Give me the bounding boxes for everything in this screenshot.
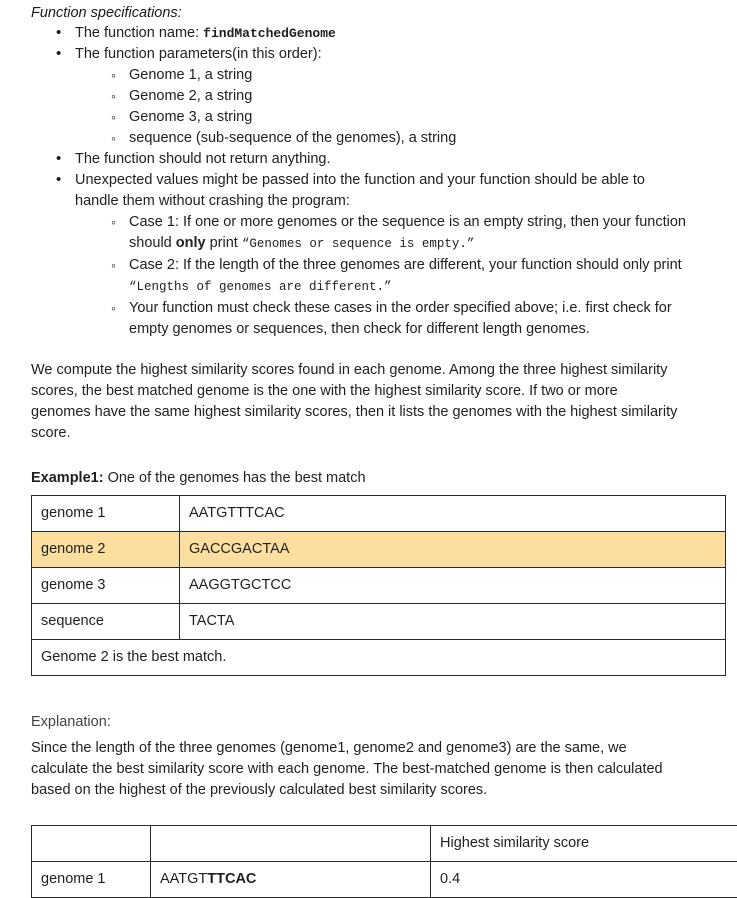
spec-item-unexpected-values: [75, 170, 670, 340]
example-table-footer: Genome 2 is the best match.: [32, 640, 726, 676]
table-row: [32, 568, 726, 604]
example-row-label: genome 1: [32, 496, 180, 532]
edge-case-2: [129, 255, 689, 298]
spec-item-parameters-text: The function parameters(in this order):: [75, 46, 322, 62]
parameter-genome-1: [129, 65, 689, 86]
example-row-label: genome 2: [32, 532, 180, 568]
score-header-highest-similarity: Highest similarity score: [431, 826, 737, 862]
table-row: [32, 862, 737, 898]
example-row-value: AAGGTGCTCC: [180, 568, 726, 604]
table-header-row: [32, 826, 737, 862]
edge-case-1: [129, 212, 689, 255]
parameters-sublist: [75, 65, 670, 149]
function-specifications-list: [0, 23, 737, 340]
table-row: [32, 496, 726, 532]
example-row-label: genome 3: [32, 568, 180, 604]
edge-case-1-part1: Case 1: If one or more genomes or the sequence is an empty string, then your function should: [129, 214, 686, 251]
parameter-sequence: [129, 128, 689, 149]
example-table: [31, 495, 726, 676]
spec-item-function-name-text: The function name:: [75, 25, 203, 41]
example-row-value: AATGTTTCAC: [180, 496, 726, 532]
spec-item-function-name: [75, 23, 670, 44]
similarity-score-table: [31, 825, 737, 898]
score-row-sequence-plain: AATGT: [160, 871, 207, 887]
function-specifications-heading: Function specifications:: [31, 3, 737, 23]
table-row-footer: [32, 640, 726, 676]
example-caption: [31, 468, 681, 489]
score-row-sequence: [151, 862, 431, 898]
example-caption-text: One of the genomes has the best match: [104, 470, 366, 486]
parameter-genome-3-label: Genome 3, a string: [129, 109, 252, 125]
score-row-sequence-match: TTCAC: [207, 871, 256, 887]
example-label: Example1:: [31, 470, 104, 486]
parameter-genome-1-label: Genome 1, a string: [129, 67, 252, 83]
edge-case-1-emphasis: only: [176, 235, 206, 251]
parameter-sequence-label: sequence (sub-sequence of the genomes), a string: [129, 130, 456, 146]
score-header-blank-1: [32, 826, 151, 862]
score-row-label: genome 1: [32, 862, 151, 898]
edge-cases-sublist: [75, 212, 670, 340]
parameter-genome-2: [129, 86, 689, 107]
spec-item-no-return-text: The function should not return anything.: [75, 151, 331, 167]
edge-case-1-quote: “Genomes or sequence is empty.”: [242, 237, 475, 251]
example-row-value: TACTA: [180, 604, 726, 640]
document-page: [0, 3, 737, 896]
edge-case-order: [129, 298, 689, 340]
scoring-paragraph: We compute the highest similarity scores found in each genome. Among the three highest similarity scores, the best matched genome is the one with the highest similarity score. If two or more genomes have the same highest similarity scores, then it lists the genomes with the highest similarity score.: [31, 360, 681, 444]
edge-case-1-part2: print: [206, 235, 242, 251]
spec-item-unexpected-values-text: Unexpected values might be passed into the function and your function should be able to handle them without crashing the program:: [75, 172, 645, 209]
table-row-highlighted: [32, 532, 726, 568]
explanation-paragraph: Since the length of the three genomes (genome1, genome2 and genome3) are the same, we calculate the best similarity score with each genome. The best-matched genome is then calculated based on the highest of the previously calculated best similarity scores.: [31, 738, 679, 801]
example-row-value: GACCGACTAA: [180, 532, 726, 568]
parameter-genome-3: [129, 107, 689, 128]
edge-case-order-text: Your function must check these cases in the order specified above; i.e. first check for empty genomes or sequences, then check for different length genomes.: [129, 300, 672, 337]
table-row: [32, 604, 726, 640]
edge-case-2-part1: Case 2: If the length of the three genomes are different, your function should only print: [129, 257, 682, 273]
score-row-value: 0.4: [431, 862, 737, 898]
function-name-code: findMatchedGenome: [203, 26, 336, 41]
explanation-heading: Explanation:: [31, 712, 737, 733]
example-row-label: sequence: [32, 604, 180, 640]
spec-item-no-return: [75, 149, 670, 170]
edge-case-2-quote: “Lengths of genomes are different.”: [129, 280, 392, 294]
spec-item-parameters: [75, 44, 670, 149]
parameter-genome-2-label: Genome 2, a string: [129, 88, 252, 104]
score-header-blank-2: [151, 826, 431, 862]
